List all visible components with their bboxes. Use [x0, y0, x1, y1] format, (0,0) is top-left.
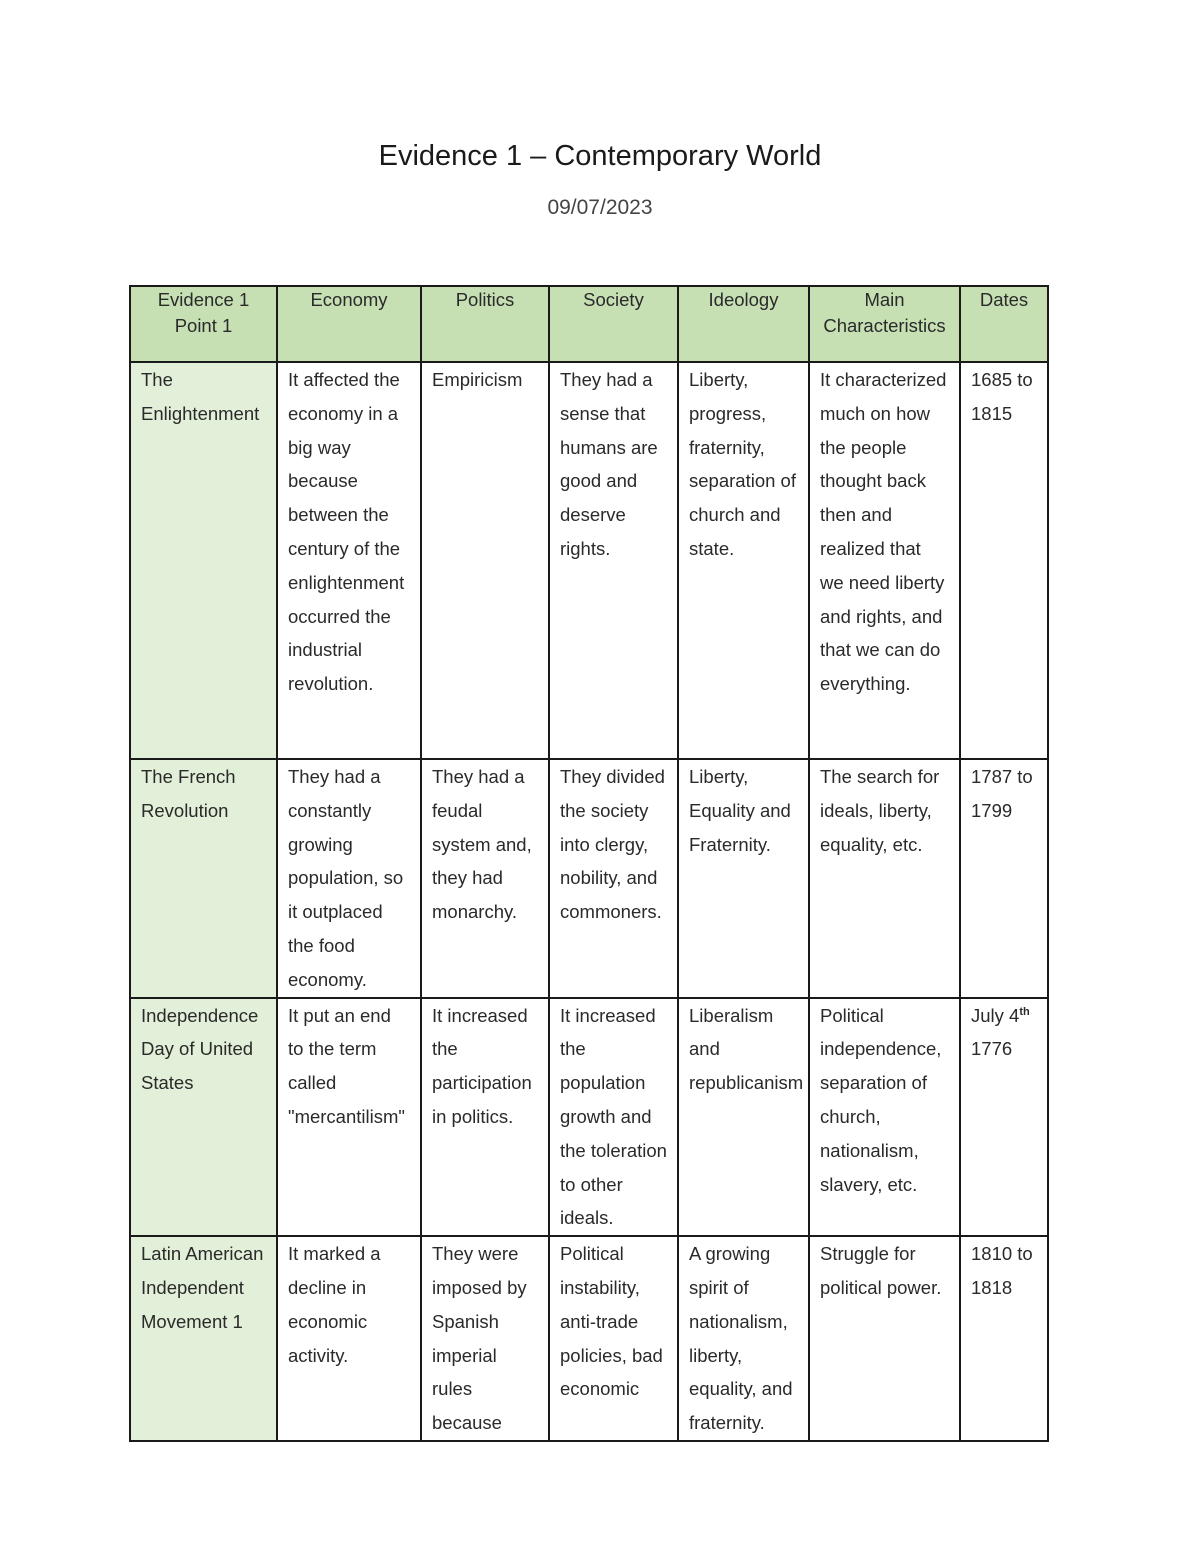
cell-society: It increased the population growth and the toleration to other ideals.	[549, 998, 678, 1237]
header-politics: Politics	[421, 286, 549, 362]
table-header-row	[130, 286, 1048, 362]
cell-dates	[960, 998, 1048, 1237]
cell-characteristics: It characterized much on how the people thought back then and realized that we need liberty and rights, and that we can do everything.	[809, 362, 960, 759]
header-characteristics: Main Characteristics	[809, 286, 960, 362]
cell-politics: Empiricism	[421, 362, 549, 759]
cell-politics: They had a feudal system and, they had monarchy.	[421, 759, 549, 998]
cell-characteristics: Struggle for political power.	[809, 1236, 960, 1441]
cell-dates: 1810 to 1818	[960, 1236, 1048, 1441]
date-day: July 4	[971, 1004, 1020, 1026]
cell-event: Latin American Independent Movement 1	[130, 1236, 277, 1441]
cell-politics: They were imposed by Spanish imperial rules because	[421, 1236, 549, 1441]
table-row	[130, 998, 1048, 1237]
cell-ideology: Liberalism and republicanism	[678, 998, 809, 1237]
cell-event: The Enlightenment	[130, 362, 277, 759]
header-evidence: Evidence 1 Point 1	[130, 286, 277, 362]
table-row	[130, 362, 1048, 759]
cell-ideology: A growing spirit of nationalism, liberty, equality, and fraternity.	[678, 1236, 809, 1441]
cell-economy: It put an end to the term called "mercantilism"	[277, 998, 421, 1237]
cell-event: Independence Day of United States	[130, 998, 277, 1237]
cell-characteristics: The search for ideals, liberty, equality, etc.	[809, 759, 960, 998]
document-date: 09/07/2023	[547, 196, 653, 219]
header-economy: Economy	[277, 286, 421, 362]
cell-society: They had a sense that humans are good and deserve rights.	[549, 362, 678, 759]
date-year: 1776	[971, 1038, 1013, 1060]
date-ordinal: th	[1019, 1005, 1030, 1018]
header-society: Society	[549, 286, 678, 362]
table-row	[130, 759, 1048, 998]
cell-dates: 1787 to 1799	[960, 759, 1048, 998]
cell-event: The French Revolution	[130, 759, 277, 998]
cell-economy: It marked a decline in economic activity.	[277, 1236, 421, 1441]
cell-ideology: Liberty, progress, fraternity, separation of church and state.	[678, 362, 809, 759]
cell-dates: 1685 to 1815	[960, 362, 1048, 759]
header-dates: Dates	[960, 286, 1048, 362]
cell-ideology: Liberty, Equality and Fraternity.	[678, 759, 809, 998]
evidence-table	[129, 285, 1049, 1442]
page-title: Evidence 1 – Contemporary World	[378, 140, 822, 172]
cell-politics: It increased the participation in politics.	[421, 998, 549, 1237]
header-ideology: Ideology	[678, 286, 809, 362]
cell-economy: They had a constantly growing population, so it outplaced the food economy.	[277, 759, 421, 998]
cell-society: Political instability, anti-trade policies, bad economic	[549, 1236, 678, 1441]
cell-characteristics: Political independence, separation of church, nationalism, slavery, etc.	[809, 998, 960, 1237]
cell-society: They divided the society into clergy, nobility, and commoners.	[549, 759, 678, 998]
table-row	[130, 1236, 1048, 1441]
cell-economy: It affected the economy in a big way because between the century of the enlightenment occurred the industrial revolution.	[277, 362, 421, 759]
